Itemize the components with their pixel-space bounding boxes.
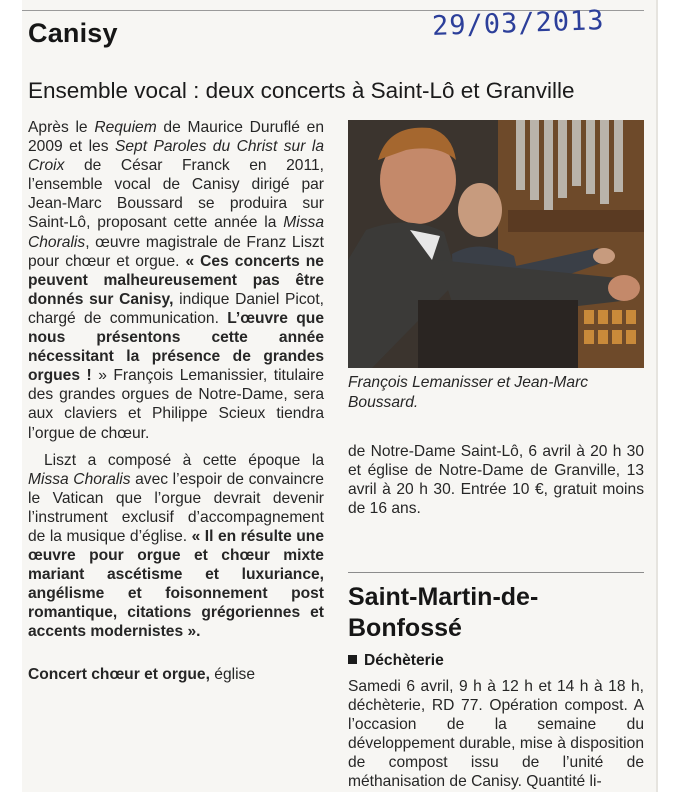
photo-caption: François Lemanisser et Jean-Marc Boussard. (348, 374, 589, 411)
section-title: Canisy (28, 18, 118, 48)
second-section-body (348, 677, 644, 792)
continuation-text: de Notre-Dame Saint-Lô, 6 avril à 20 h 30 et église de Notre-Dame de Granville, 13 avril à 20 h 30. Entrée 10 €, gratuit moins de 16 ans. (348, 443, 644, 518)
square-bullet-icon (348, 655, 357, 664)
second-section-title: Saint-Martin-de-Bonfossé (348, 583, 539, 642)
rubric-heading (348, 652, 444, 670)
article-left-column (28, 118, 324, 684)
handwritten-date: 29/03/2013 (431, 4, 606, 43)
article-headline: Ensemble vocal : deux concerts à Saint-Lô et Granville (28, 78, 575, 103)
photo-organists (348, 120, 644, 368)
article-paragraph-2: Liszt a composé à cette époque la Missa Choralis avec l’espoir de convaincre le Vatican que l’orgue devrait devenir l’instrument exclusif d’accompagnement de la musique d’église. « Il en résulte une œuvre pour orgue et chœur mixte mariant ascétisme et luxuriance, angélisme et foisonnement post romantique, citations grégoriennes et accents modernistes ». (28, 451, 324, 641)
second-section-text: Samedi 6 avril, 9 h à 12 h et 14 h à 18 h, déchèterie, RD 77. Opération compost. A l’occasion de la semaine du développement durable, mise à disposition de compost issu de l’unité de méthanisation de Canisy. Quantité li- (348, 678, 644, 791)
article-paragraph-3: Concert chœur et orgue, église (28, 665, 256, 683)
rubric-label: Déchèterie (364, 652, 444, 669)
article-continuation (348, 442, 644, 518)
section-separator (348, 572, 644, 573)
article-paragraph-1: Après le Requiem de Maurice Duruflé en 2009 et les Sept Paroles du Christ sur la Croix de César Franck en 2011, l’ensemble vocal de Canisy dirigé par Jean-Marc Boussard se produira sur Saint-Lô, proposant cette année la Missa Choralis, œuvre magistrale de Franz Liszt pour chœur et orgue. « Ces concerts ne peuvent malheureusement pas être donnés sur Canisy, indique Daniel Picot, chargé de communication. L’œuvre que nous présentons cette année nécessitant la présence de grandes orgues ! » François Lemanissier, titulaire des grandes orgues de Notre-Dame, sera aux claviers et Philippe Scieux tiendra l’orgue de chœur. (28, 119, 325, 442)
